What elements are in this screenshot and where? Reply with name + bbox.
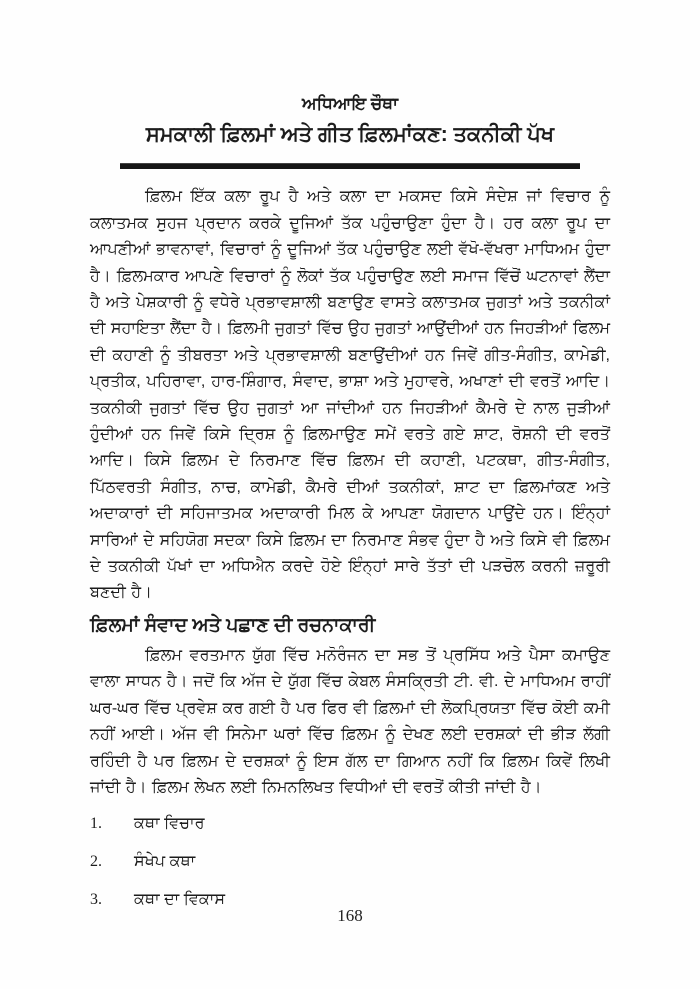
list-item-text: ਕਥਾ ਦਾ ਵਿਕਾਸ — [134, 891, 226, 909]
chapter-title: ਸਮਕਾਲੀ ਫ਼ਿਲਮਾਂ ਅਤੇ ਗੀਤ ਫ਼ਿਲਮਾਂਕਣ: ਤਕਨੀਕੀ ਪੱਖ — [145, 123, 555, 147]
section-heading: ਫ਼ਿਲਮਾਂ ਸੰਵਾਦ ਅਤੇ ਪਛਾਣ ਦੀ ਰਚਨਾਕਾਰੀ — [90, 614, 376, 636]
body-text-block — [90, 184, 610, 911]
paragraph-section: ਫ਼ਿਲਮ ਵਰਤਮਾਨ ਯੁੱਗ ਵਿੱਚ ਮਨੋਰੰਜਨ ਦਾ ਸਭ ਤੋਂ ਪ੍ਰਸਿੱਧ ਅਤੇ ਪੈਸਾ ਕਮਾਉਣ ਵਾਲਾ ਸਾਧਨ ਹੈ। ਜਦੋਂ ਕਿ ਅੱਜ ਦੇ ਯੁੱਗ ਵਿੱਚ ਕੇਬਲ ਸੰਸਕ੍ਰਿਤੀ ਟੀ. ਵੀ. ਦੇ ਮਾਧਿਅਮ ਰਾਹੀਂ ਘਰ-ਘਰ ਵਿੱਚ ਪ੍ਰਵੇਸ਼ ਕਰ ਗਈ ਹੈ ਪਰ ਫਿਰ ਵੀ ਫ਼ਿਲਮਾਂ ਦੀ ਲੋਕਪ੍ਰਿਯਤਾ ਵਿੱਚ ਕੋਈ ਕਮੀ ਨਹੀਂ ਆਈ। ਅੱਜ ਵੀ ਸਿਨੇਮਾ ਘਰਾਂ ਵਿੱਚ ਫ਼ਿਲਮ ਨੂੰ ਦੇਖਣ ਲਈ ਦਰਸ਼ਕਾਂ ਦੀ ਭੀੜ ਲੱਗੀ ਰਹਿੰਦੀ ਹੈ ਪਰ ਫ਼ਿਲਮ ਦੇ ਦਰਸ਼ਕਾਂ ਨੂੰ ਇਸ ਗੱਲ ਦਾ ਗਿਆਨ ਨਹੀਂ ਕਿ ਫ਼ਿਲਮ ਕਿਵੇਂ ਲਿਖੀ ਜਾਂਦੀ ਹੈ। ਫ਼ਿਲਮ ਲੇਖਨ ਲਈ ਨਿਮਨਲਿਖਤ ਵਿਧੀਆਂ ਦੀ ਵਰਤੋਂ ਕੀਤੀ ਜਾਂਦੀ ਹੈ। — [90, 646, 610, 796]
list-item-text: ਕਥਾ ਵਿਚਾਰ — [134, 815, 205, 833]
page-header — [0, 0, 700, 169]
list-item-number: 3. — [90, 891, 102, 909]
page-number: 168 — [337, 906, 363, 925]
list-item — [90, 813, 610, 835]
list-item-number: 2. — [90, 853, 102, 871]
paragraph-intro: ਫ਼ਿਲਮ ਇੱਕ ਕਲਾ ਰੂਪ ਹੈ ਅਤੇ ਕਲਾ ਦਾ ਮਕਸਦ ਕਿਸੇ ਸੰਦੇਸ਼ ਜਾਂ ਵਿਚਾਰ ਨੂੰ ਕਲਾਤਮਕ ਸੁਹਜ ਪ੍ਰਦਾਨ ਕਰਕੇ ਦੂਜਿਆਂ ਤੱਕ ਪਹੁੰਚਾਉਣਾ ਹੁੰਦਾ ਹੈ। ਹਰ ਕਲਾ ਰੂਪ ਦਾ ਆਪਣੀਆਂ ਭਾਵਨਾਵਾਂ, ਵਿਚਾਰਾਂ ਨੂੰ ਦੂਜਿਆਂ ਤੱਕ ਪਹੁੰਚਾਉਣ ਲਈ ਵੱਖੋ-ਵੱਖਰਾ ਮਾਧਿਅਮ ਹੁੰਦਾ ਹੈ। ਫ਼ਿਲਮਕਾਰ ਆਪਣੇ ਵਿਚਾਰਾਂ ਨੂੰ ਲੋਕਾਂ ਤੱਕ ਪਹੁੰਚਾਉਣ ਲਈ ਸਮਾਜ ਵਿੱਚੋਂ ਘਟਨਾਵਾਂ ਲੈਂਦਾ ਹੈ ਅਤੇ ਪੇਸ਼ਕਾਰੀ ਨੂੰ ਵਧੇਰੇ ਪ੍ਰਭਾਵਸ਼ਾਲੀ ਬਣਾਉਣ ਵਾਸਤੇ ਕਲਾਤਮਕ ਜੁਗਤਾਂ ਅਤੇ ਤਕਨੀਕਾਂ ਦੀ ਸਹਾਇਤਾ ਲੈਂਦਾ ਹੈ। ਫ਼ਿਲਮੀ ਜੁਗਤਾਂ ਵਿੱਚ ਉਹ ਜੁਗਤਾਂ ਆਉਂਦੀਆਂ ਹਨ ਜਿਹੜੀਆਂ ਫਿਲਮ ਦੀ ਕਹਾਣੀ ਨੂੰ ਤੀਬਰਤਾ ਅਤੇ ਪ੍ਰਭਾਵਸ਼ਾਲੀ ਬਣਾਉਂਦੀਆਂ ਹਨ ਜਿਵੇਂ ਗੀਤ-ਸੰਗੀਤ, ਕਾਮੇਡੀ, ਪ੍ਰਤੀਕ, ਪਹਿਰਾਵਾ, ਹਾਰ-ਸ਼ਿੰਗਾਰ, ਸੰਵਾਦ, ਭਾਸ਼ਾ ਅਤੇ ਮੁਹਾਵਰੇ, ਅਖਾਣਾਂ ਦੀ ਵਰਤੋਂ ਆਦਿ। ਤਕਨੀਕੀ ਜੁਗਤਾਂ ਵਿੱਚ ਉਹ ਜੁਗਤਾਂ ਆ ਜਾਂਦੀਆਂ ਹਨ ਜਿਹੜੀਆਂ ਕੈਮਰੇ ਦੇ ਨਾਲ ਜੁੜੀਆਂ ਹੁੰਦੀਆਂ ਹਨ ਜਿਵੇਂ ਕਿਸੇ ਦ੍ਰਿਸ਼ ਨੂੰ ਫ਼ਿਲਮਾਉਣ ਸਮੇਂ ਵਰਤੇ ਗਏ ਸ਼ਾਟ, ਰੋਸ਼ਨੀ ਦੀ ਵਰਤੋਂ ਆਦਿ। ਕਿਸੇ ਫ਼ਿਲਮ ਦੇ ਨਿਰਮਾਣ ਵਿੱਚ ਫ਼ਿਲਮ ਦੀ ਕਹਾਣੀ, ਪਟਕਥਾ, ਗੀਤ-ਸੰਗੀਤ, ਪਿੱਠਵਰਤੀ ਸੰਗੀਤ, ਨਾਚ, ਕਾਮੇਡੀ, ਕੈਮਰੇ ਦੀਆਂ ਤਕਨੀਕਾਂ, ਸ਼ਾਟ ਦਾ ਫ਼ਿਲਮਾਂਕਣ ਅਤੇ ਅਦਾਕਾਰਾਂ ਦੀ ਸਹਿਜਾਤਮਕ ਅਦਾਕਾਰੀ ਮਿਲ ਕੇ ਆਪਣਾ ਯੋਗਦਾਨ ਪਾਉਂਦੇ ਹਨ। ਇੰਨ੍ਹਾਂ ਸਾਰਿਆਂ ਦੇ ਸਹਿਯੋਗ ਸਦਕਾ ਕਿਸੇ ਫ਼ਿਲਮ ਦਾ ਨਿਰਮਾਣ ਸੰਭਵ ਹੁੰਦਾ ਹੈ ਅਤੇ ਕਿਸੇ ਵੀ ਫ਼ਿਲਮ ਦੇ ਤਕਨੀਕੀ ਪੱਖਾਂ ਦਾ ਅਧਿਐਨ ਕਰਦੇ ਹੋਏ ਇੰਨ੍ਹਾਂ ਸਾਰੇ ਤੱਤਾਂ ਦੀ ਪੜਚੋਲ ਕਰਨੀ ਜ਼ਰੂਰੀ ਬਣਦੀ ਹੈ। — [90, 188, 610, 602]
numbered-list — [90, 813, 610, 911]
title-divider-rule — [120, 163, 580, 169]
list-item-number: 1. — [90, 815, 102, 833]
chapter-label: ਅਧਿਆਇ ਚੌਥਾ — [302, 94, 398, 113]
list-item — [90, 851, 610, 873]
list-item-text: ਸੰਖੇਪ ਕਥਾ — [134, 853, 196, 871]
